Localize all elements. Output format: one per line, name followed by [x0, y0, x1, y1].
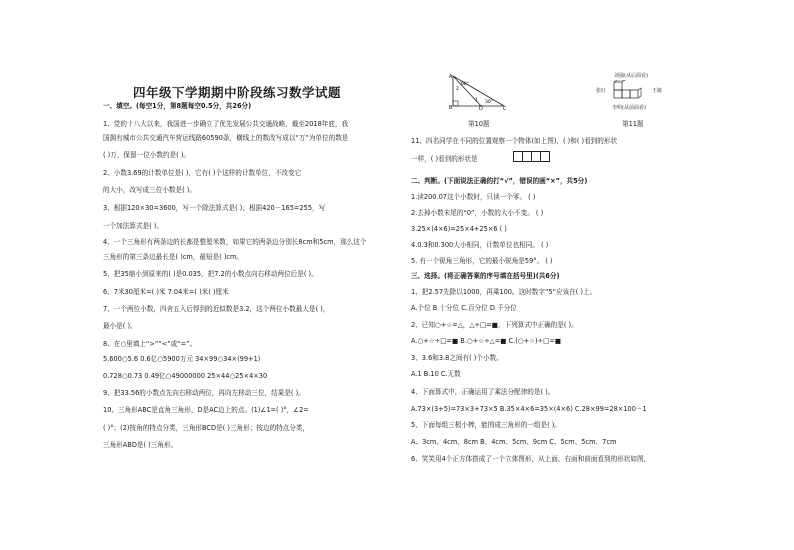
angle-30-label: 30°	[485, 100, 493, 105]
view-back-label: 刘强(从后面看)	[614, 73, 648, 79]
judge-5: 5. 有一个锐角三角形，它的最小锐角是59°。 ( )	[411, 257, 553, 265]
choice-5: 5、下面每组三根小棒，能围成三角形的一组是( )。	[411, 421, 561, 429]
q11-line2: 一样，( )看到的形状是	[411, 155, 478, 163]
view-right-label: 王敏	[652, 88, 663, 94]
q2-line1: 2、小数3.69的计数单位是( )，它有( )个这样的计数单位，不改变它	[103, 169, 302, 177]
choice-2: 2、已知○+☆=△，△÷□=■，下列算式中正确的是( )。	[411, 321, 578, 329]
choice-5-options: A、3cm、4cm、8cm B、4cm、5cm、9cm C、5cm、5cm、7cm	[411, 438, 617, 446]
svg-text:1: 1	[475, 98, 478, 103]
svg-text:C: C	[503, 106, 507, 110]
choice-6: 6、笑笑用4个正方体搭成了一个立体图形，从上面、右面和前面看到的形状如图，	[411, 455, 651, 463]
choice-3-options: A.1 B.10 C.无数	[411, 370, 461, 378]
svg-text:D: D	[479, 106, 483, 110]
judge-2: 2.去掉小数末尾的“0”，小数的大小不变。 ( )	[411, 209, 544, 217]
fig11-caption: 第11题	[622, 120, 644, 128]
page-title: 四年级下学期期中阶段练习数学试题	[133, 85, 342, 100]
q1-line2: 国拥有城市公共交通汽车营运线路60590条，横线上的数改写成以“万”为单位的数是	[103, 134, 349, 142]
q10-line3: 三角形ABD是( )三角形。	[103, 441, 178, 449]
triangle-figure	[448, 72, 508, 110]
q1-line1: 1、党的十八大以来，我国进一步确立了优先发展公共交通战略，截至2018年底，我	[103, 120, 349, 128]
choice-3: 3、3.6和3.8之间有( )个小数。	[411, 354, 503, 362]
svg-text:2: 2	[456, 87, 459, 92]
svg-text:B: B	[449, 105, 453, 110]
q8-row1: 5.600○5.6 0.6亿○5900万元 34×99○34×(99+1)	[103, 355, 261, 363]
section-judge-heading: 二、判断。(下面说法正确的打“√”，错误的画“×”，共5分)	[411, 177, 588, 185]
view-front-label: 李明(从前面看)	[612, 105, 646, 111]
q3-line2: 一个加法算式是( )。	[103, 222, 163, 230]
section-fill-heading: 一、填空。(每空1分，第8题每空0.5分，共26分)	[103, 102, 252, 110]
q8-row2: 0.728○0.73 0.49亿○49000000 25×44○25×4×30	[103, 372, 268, 380]
angle-60-label: 60°	[461, 82, 469, 87]
q9-line: 9、把33.56的小数点先向右移动两位，再向左移动三位，结果是( )。	[103, 389, 305, 397]
choice-4-options: A.73×(3+5)=73×3+73×5 B.35×4×6=35×(4×6) C.28×99=28×100－1	[411, 405, 647, 413]
choice-1: 1、把2.57先除以1000，再乘100。这时数字“5”应该在( )上。	[411, 288, 597, 296]
q1-line3: ( )万，保留一位小数约是( )。	[103, 151, 191, 159]
q5-line: 5、把35缩小到原来的( )是0.035，把7.2的小数点向右移动两位后是( )。	[103, 270, 318, 278]
four-square-shape	[514, 151, 550, 162]
q10-line2: ( )°；(2)按角的特点分类，三角形BCD是( )三角形；按边的特点分类，	[103, 424, 310, 432]
judge-3: 3.25×(4×6)=25×4+25×6 ( )	[411, 225, 507, 233]
fig10-caption: 第10题	[468, 120, 490, 128]
q4-line2: 三角形的第三条边最长是( )cm，最短是( )cm。	[103, 253, 244, 261]
q7-line2: 最小是( )。	[103, 322, 137, 330]
q10-line1: 10、三角形ABC是直角三角形，D是AC边上的点。(1)∠1=( )°，∠2=	[103, 406, 309, 414]
q7-line1: 7、一个两位小数，四舍五入后得到的近似数是3.2，这个两位小数最大是( )，	[103, 305, 330, 313]
choice-1-options: A.个位 B.十分位 C.百分位 D.千分位	[411, 304, 517, 312]
choice-4: 4、下面算式中，正确运用了乘法分配律的是( )。	[411, 388, 555, 396]
q3-line1: 3、根据120×30=3600，写一个除法算式是( )；根据420－165=255，写	[103, 204, 326, 212]
q2-line2: 的大小，改写成三位小数是( )。	[103, 186, 196, 194]
view-left-label: 张红	[596, 88, 607, 94]
section-choice-heading: 三、选择。(将正确答案的序号填在括号里)(共6分)	[411, 272, 560, 280]
q8-line1: 8、在○里填上“>”“<”或“=”。	[103, 340, 197, 348]
judge-4: 4.0.3和0.300大小相同，计数单位也相同。 ( )	[411, 241, 549, 249]
svg-text:A: A	[449, 74, 453, 80]
choice-2-options: A.○+☆÷□=■ B.○+☆÷△=■ C.(○+☆)÷□=■	[411, 337, 562, 345]
cube-figure	[612, 80, 646, 102]
judge-1: 1.读200.07这个小数时，只读一个零。 ( )	[411, 193, 536, 201]
q6-line: 6、7米30厘米=( )米 7.04米=( )米( )厘米	[103, 288, 229, 296]
q11-line1: 11、四名同学在不同的位置观察一个物体(如上图)，( )和( )看到的形状	[411, 137, 618, 145]
q4-line1: 4、一个三角形有两条边的长都是整厘米数，如果它的两条边分别长8cm和5cm，那么这个	[103, 238, 367, 246]
